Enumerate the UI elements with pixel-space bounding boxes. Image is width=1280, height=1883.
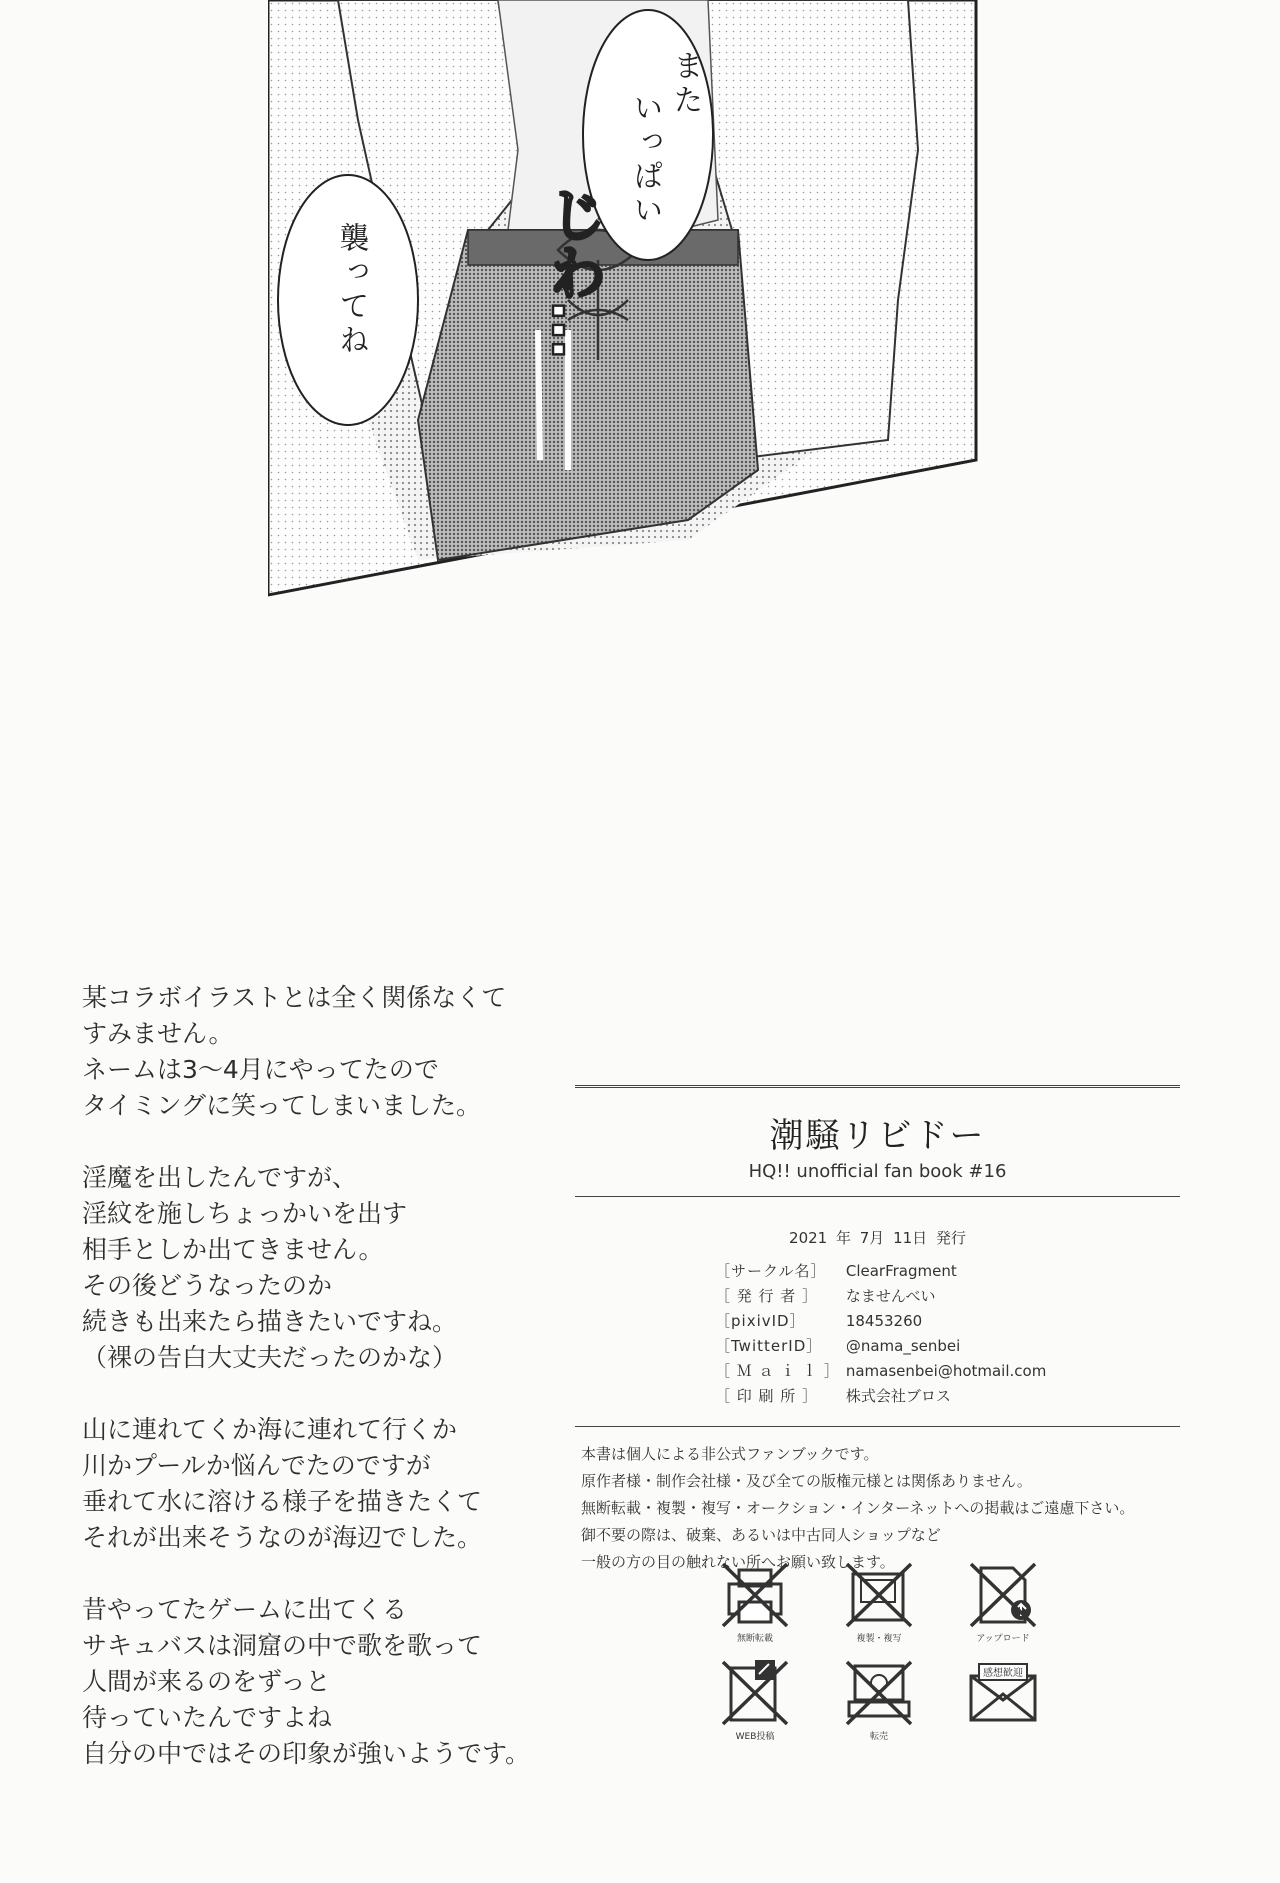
envelope-label: 感想歓迎 bbox=[983, 1668, 1023, 1679]
printer-crossed-icon bbox=[700, 1560, 810, 1655]
info-value: ClearFragment bbox=[845, 1261, 957, 1280]
manga-illustration bbox=[268, 0, 1018, 600]
notice-line: 御不要の際は、破棄、あるいは中古同人ショップなど bbox=[581, 1526, 941, 1544]
sfx-text: じわ… bbox=[539, 185, 607, 359]
afterword-line: 山に連れてくか海に連れて行くか bbox=[82, 1415, 458, 1444]
afterword-line: その後どうなったのか bbox=[82, 1271, 333, 1300]
afterword-line: 相手としか出てきません。 bbox=[82, 1235, 384, 1264]
publish-date: 2021 年 7月 11日 発行 bbox=[789, 1229, 966, 1247]
info-value: 株式会社ブロス bbox=[845, 1387, 951, 1405]
notice-line: 原作者様・制作会社様・及び全ての版権元様とは関係ありません。 bbox=[581, 1472, 1032, 1490]
manga-panel bbox=[268, 0, 1018, 600]
info-value: なませんべい bbox=[845, 1287, 936, 1305]
notice-line: 無断転載・複製・複写・オークション・インターネットへの掲載はご遠慮下さい。 bbox=[581, 1499, 1135, 1517]
colophon-top-rule bbox=[575, 1085, 1180, 1090]
info-value: @nama_senbei bbox=[845, 1336, 961, 1355]
afterword-line: 垂れて水に溶ける様子を描きたくて bbox=[82, 1487, 483, 1516]
copy-crossed-icon bbox=[824, 1560, 934, 1655]
bubble-right-line-2: いっぱい bbox=[627, 92, 663, 228]
info-key: ［サークル名］ bbox=[715, 1262, 827, 1280]
info-value: 18453260 bbox=[845, 1311, 923, 1330]
afterword-line: 川かプールか悩んでたのですが bbox=[82, 1451, 431, 1480]
icon-label: 無断転載 bbox=[736, 1634, 773, 1644]
afterword-paragraph bbox=[82, 980, 582, 1124]
web-post-crossed-icon bbox=[700, 1658, 810, 1753]
icon-label: 複製・複写 bbox=[856, 1634, 902, 1644]
afterword-line: 人間が来るのをずっと bbox=[82, 1667, 331, 1696]
colophon bbox=[575, 1085, 1180, 1576]
afterword-line: 某コラボイラストとは全く関係なくて bbox=[82, 983, 507, 1012]
info-row bbox=[715, 1308, 1052, 1333]
info-row bbox=[715, 1283, 1052, 1308]
copyright-notice bbox=[575, 1426, 1180, 1576]
afterword-line: 昔やってたゲームに出てくる bbox=[82, 1595, 408, 1624]
info-key: ［ 発 行 者 ］ bbox=[715, 1287, 819, 1305]
afterword-line: すみません。 bbox=[82, 1019, 234, 1048]
notice-line: 本書は個人による非公式ファンブックです。 bbox=[581, 1445, 879, 1463]
afterword-paragraph bbox=[82, 1412, 582, 1556]
afterword bbox=[82, 980, 582, 1808]
bubble-left-line-1: 襲ってね bbox=[333, 222, 369, 358]
afterword-line: それが出来そうなのが海辺でした。 bbox=[82, 1523, 483, 1552]
colophon-rule bbox=[575, 1196, 1180, 1197]
colophon-info-table bbox=[715, 1258, 1052, 1408]
prohibition-icons bbox=[700, 1560, 1060, 1750]
afterword-line: タイミングに笑ってしまいました。 bbox=[82, 1091, 482, 1120]
afterword-line: ネームは3〜4月にやってたので bbox=[82, 1055, 439, 1084]
info-key: ［TwitterID］ bbox=[715, 1337, 823, 1355]
info-row bbox=[715, 1383, 1052, 1408]
info-value: namasenbei@hotmail.com bbox=[845, 1361, 1047, 1380]
afterword-line: （裸の告白大丈夫だったのかな） bbox=[82, 1343, 458, 1372]
sell-crossed-icon bbox=[824, 1658, 934, 1753]
icon-label: WEB投稿 bbox=[735, 1732, 775, 1742]
afterword-paragraph bbox=[82, 1160, 582, 1376]
envelope-icon bbox=[948, 1658, 1058, 1753]
icon-label: アップロード bbox=[976, 1634, 1030, 1644]
afterword-line: サキュバスは洞窟の中で歌を歌って bbox=[82, 1631, 483, 1660]
notice-line: 一般の方の目の触れない所へお願い致します。 bbox=[581, 1553, 895, 1571]
afterword-paragraph bbox=[82, 1592, 582, 1772]
info-key: ［ Ｍ ａ ｉ ｌ ］ bbox=[715, 1362, 840, 1380]
afterword-line: 続きも出来たら描きたいですね。 bbox=[82, 1307, 458, 1336]
afterword-line: 淫紋を施しちょっかいを出す bbox=[82, 1199, 408, 1228]
bubble-right-line-1: また bbox=[667, 50, 703, 118]
book-subtitle: HQ!! unofficial fan book #16 bbox=[748, 1161, 1007, 1182]
info-row bbox=[715, 1258, 1052, 1283]
info-key: ［pixivID］ bbox=[715, 1312, 806, 1330]
afterword-line: 淫魔を出したんですが、 bbox=[82, 1163, 358, 1192]
afterword-line: 自分の中ではその印象が強いようです。 bbox=[82, 1739, 531, 1768]
info-row bbox=[715, 1358, 1052, 1383]
afterword-line: 待っていたんですよね bbox=[82, 1703, 333, 1732]
icon-label: 転売 bbox=[869, 1732, 888, 1742]
book-title: 潮騒リビドー bbox=[769, 1116, 986, 1156]
info-key: ［ 印 刷 所 ］ bbox=[715, 1387, 819, 1405]
info-row bbox=[715, 1333, 1052, 1358]
upload-crossed-icon bbox=[948, 1560, 1058, 1655]
